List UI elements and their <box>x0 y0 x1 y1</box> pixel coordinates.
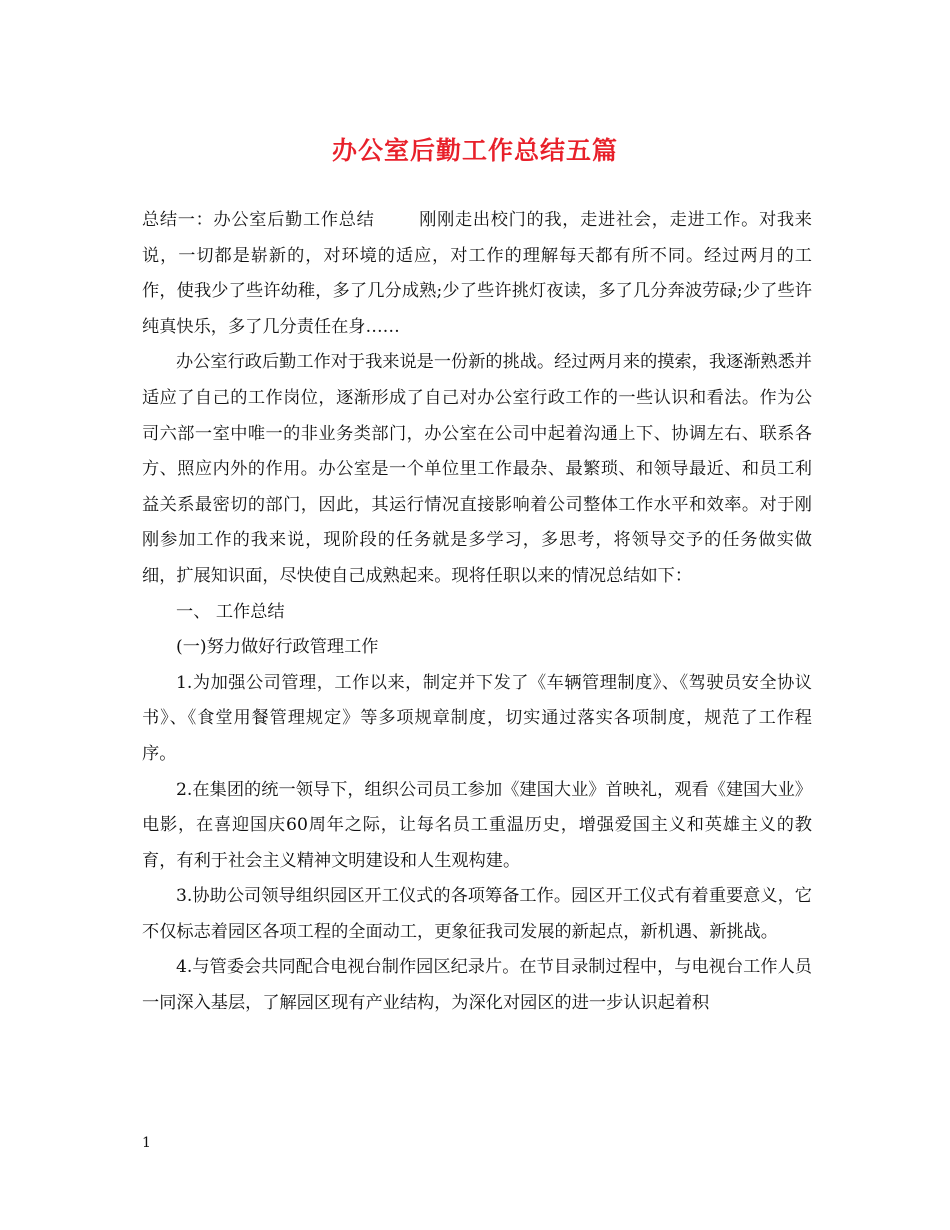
document-title: 办公室后勤工作总结五篇 <box>331 136 618 165</box>
page-number: 1 <box>142 1135 151 1151</box>
summary-label: 总结一：办公室后勤工作总结 <box>142 210 375 230</box>
paragraph-intro-text: 刚刚走出校门的我，走进社会，走进工作。对我来说，一切都是崭新的，对环境的适应，对工作的理解每天都有所不同。经过两月的工作，使我少了些许幼稚，多了几分成熟;少了些许挑灯夜读，多了几分奔波劳碌;少了些许纯真快乐，多了几分责任在身…… <box>142 210 812 337</box>
document-body <box>142 203 812 1022</box>
paragraph-intro <box>142 203 812 345</box>
paragraph: 办公室行政后勤工作对于我来说是一份新的挑战。经过两月来的摸索，我逐渐熟悉并适应了自己的工作岗位，逐渐形成了自己对办公室行政工作的一些认识和看法。作为公司六部一室中唯一的非业务类部门，办公室在公司中起着沟通上下、协调左右、联系各方、照应内外的作用。办公室是一个单位里工作最杂、最繁琐、和领导最近、和员工利益关系最密切的部门，因此，其运行情况直接影响着公司整体工作水平和效率。对于刚刚参加工作的我来说，现阶段的任务就是多学习，多思考，将领导交予的任务做实做细，扩展知识面，尽快使自己成熟起来。现将任职以来的情况总结如下： <box>142 352 812 586</box>
list-item: 3.协助公司领导组织园区开工仪式的各项筹备工作。园区开工仪式有着重要意义，它不仅标志着园区各项工程的全面动工，更象征我司发展的新起点，新机遇、新挑战。 <box>142 886 812 942</box>
list-item: 1.为加强公司管理，工作以来，制定并下发了《车辆管理制度》、《驾驶员安全协议书》、《食堂用餐管理规定》等多项规章制度，切实通过落实各项制度，规范了工作程序。 <box>142 672 812 764</box>
list-item: 2.在集团的统一领导下，组织公司员工参加《建国大业》首映礼，观看《建国大业》电影，在喜迎国庆60周年之际，让每名员工重温历史，增强爱国主义和英雄主义的教育，有利于社会主义精神文明建设和人生观构建。 <box>142 779 812 871</box>
list-item: 4.与管委会共同配合电视台制作园区纪录片。在节目录制过程中，与电视台工作人员一同深入基层，了解园区现有产业结构，为深化对园区的进一步认识起着积 <box>142 957 812 1014</box>
subsection-heading: (一)努力做好行政管理工作 <box>176 637 379 658</box>
section-heading: 一、 工作总结 <box>176 601 285 622</box>
